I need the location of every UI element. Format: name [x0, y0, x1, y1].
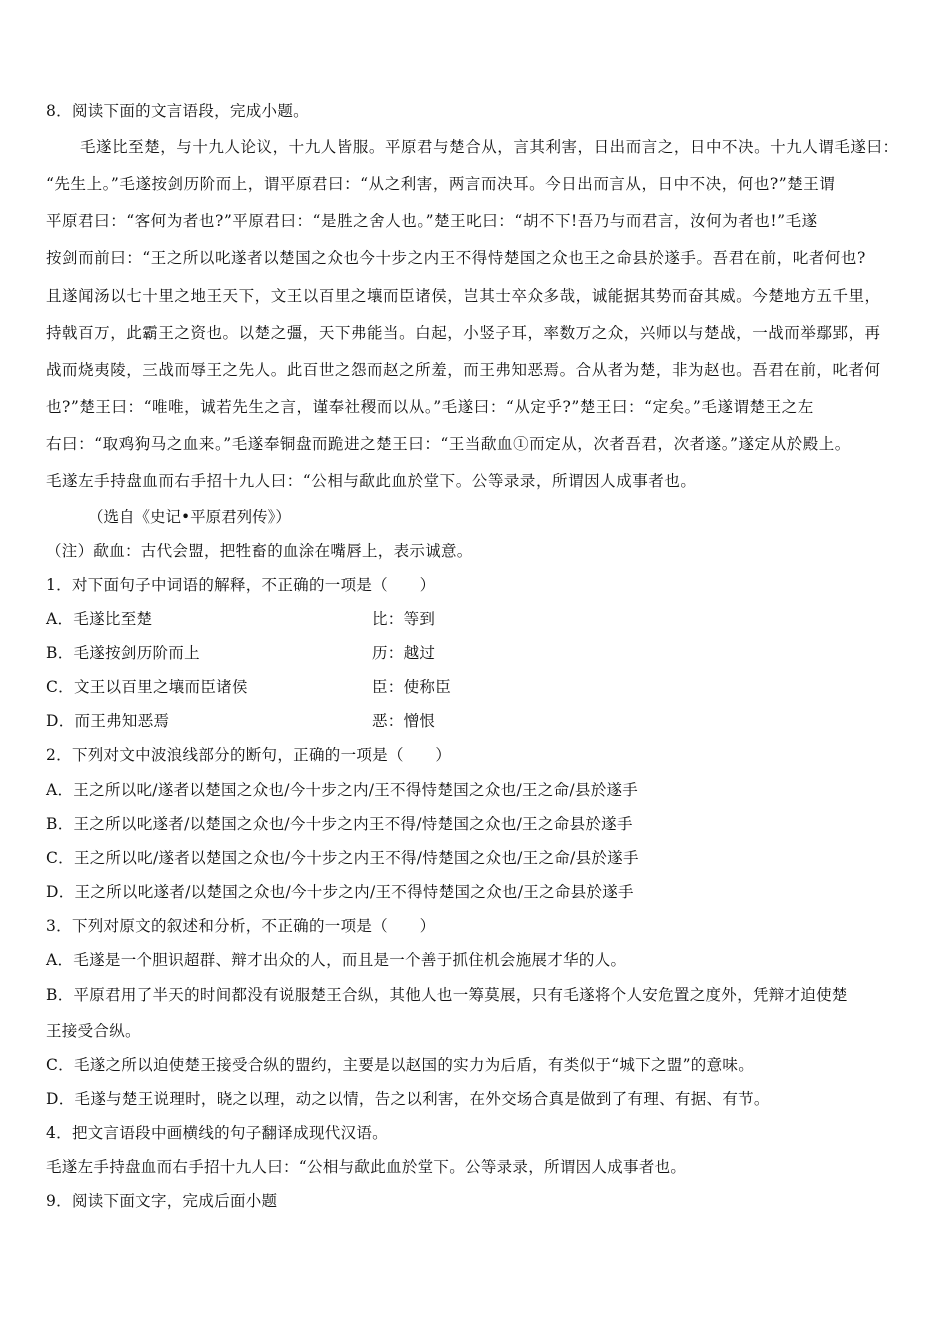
passage-line: 毛遂比至楚，与十九人论议，十九人皆服。平原君与楚合从，言其利害，日出而言之，日中不决。十九人谓毛遂曰：	[80, 138, 899, 156]
q2-option-d: D．王之所以叱遂者/以楚国之众也/今十步之内/王不得恃楚国之众也/王之命县於遂手	[46, 883, 634, 901]
q2-option-c: C．王之所以叱/遂者以楚国之众也/今十步之内王不得/恃楚国之众也/王之命/县於遂手	[46, 849, 639, 867]
q8-heading: 8．阅读下面的文言语段，完成小题。	[46, 102, 309, 120]
q9-heading: 9．阅读下面文字，完成后面小题	[46, 1192, 278, 1210]
passage-line: “先生上。”毛遂按剑历阶而上，谓平原君曰：“从之利害，两言而决耳。今日出而言从，日中不决，何也?”楚王谓	[46, 175, 836, 193]
q3-option-a: A．毛遂是一个胆识超群、辩才出众的人，而且是一个善于抓住机会施展才华的人。	[46, 951, 627, 969]
q1-option-c	[46, 677, 452, 697]
q1-option-b	[46, 643, 436, 663]
option-gloss: 恶：憎恨	[372, 712, 436, 730]
passage-line: 也?”楚王曰：“唯唯，诚若先生之言，谨奉社稷而以从。”毛遂曰：“从定乎?”楚王曰：“定矣。”毛遂谓楚王之左	[46, 398, 814, 416]
passage-line: 毛遂左手持盘血而右手招十九人曰：“公相与歃此血於堂下。公等录录，所谓因人成事者也。	[46, 472, 697, 490]
q3-stem: 3．下列对原文的叙述和分析，不正确的一项是（ ）	[46, 917, 436, 935]
q1-option-d	[46, 711, 436, 731]
q1-option-a	[46, 609, 436, 629]
q3-option-b-cont: 王接受合纵。	[46, 1022, 141, 1040]
q3-option-c: C．毛遂之所以迫使楚王接受合纵的盟约，主要是以赵国的实力为后盾，有类似于“城下之盟”的意味。	[46, 1056, 755, 1074]
passage-line: 且遂闻汤以七十里之地王天下，文王以百里之壤而臣诸侯，岂其士卒众多哉，诚能据其势而奋其威。今楚地方五千里，	[46, 287, 881, 305]
passage-line: 右曰：“取鸡狗马之血来。”毛遂奉铜盘而跪进之楚王曰：“王当歃血①而定从，次者吾君，次者遂。”遂定从於殿上。	[46, 435, 851, 453]
passage-line: 战而烧夷陵，三战而辱王之先人。此百世之怨而赵之所羞，而王弗知恶焉。合从者为楚，非为赵也。吾君在前，叱者何	[46, 361, 881, 379]
footnote: （注）歃血：古代会盟，把牲畜的血涂在嘴唇上，表示诚意。	[46, 542, 473, 560]
q2-option-a: A．王之所以叱/遂者以楚国之众也/今十步之内/王不得恃楚国之众也/王之命/县於遂手	[46, 781, 639, 799]
option-gloss: 臣：使称臣	[372, 678, 452, 696]
option-gloss: 历：越过	[372, 644, 436, 662]
option-text: A．毛遂比至楚	[46, 610, 153, 628]
option-text: B．毛遂按剑历阶而上	[46, 644, 200, 662]
q4-stem: 4．把文言语段中画横线的句子翻译成现代汉语。	[46, 1124, 388, 1142]
q3-option-d: D．毛遂与楚王说理时，晓之以理，动之以情，告之以利害，在外交场合真是做到了有理、有据、有节。	[46, 1090, 770, 1108]
option-text: C．文王以百里之壤而臣诸侯	[46, 678, 248, 696]
q4-sentence: 毛遂左手持盘血而右手招十九人曰：“公相与歃此血於堂下。公等录录，所谓因人成事者也。	[46, 1158, 687, 1176]
q2-stem: 2．下列对文中波浪线部分的断句，正确的一项是（ ）	[46, 746, 452, 764]
passage-line: 平原君曰：“客何为者也?”平原君曰：“是胜之舍人也。”楚王叱曰：“胡不下!吾乃与而君言，汝何为者也!”毛遂	[46, 212, 818, 230]
passage-line: 持戟百万，此霸王之资也。以楚之彊，天下弗能当。白起，小竖子耳，率数万之众，兴师以与楚战，一战而举鄢郢，再	[46, 324, 881, 342]
q1-stem: 1．对下面句子中词语的解释，不正确的一项是（ ）	[46, 576, 436, 594]
q2-option-b: B．王之所以叱遂者/以楚国之众也/今十步之内王不得/恃楚国之众也/王之命县於遂手	[46, 815, 633, 833]
passage-line: 按剑而前曰：“王之所以叱遂者以楚国之众也今十步之内王不得恃楚国之众也王之命县於遂手。吾君在前，叱者何也?	[46, 249, 866, 267]
option-text: D．而王弗知恶焉	[46, 712, 170, 730]
option-gloss: 比：等到	[372, 610, 436, 628]
passage-source: （选自《史记•平原君列传》）	[88, 508, 291, 526]
q3-option-b: B．平原君用了半天的时间都没有说服楚王合纵，其他人也一筹莫展，只有毛遂将个人安危置之度外，凭辩才迫使楚	[46, 986, 848, 1004]
